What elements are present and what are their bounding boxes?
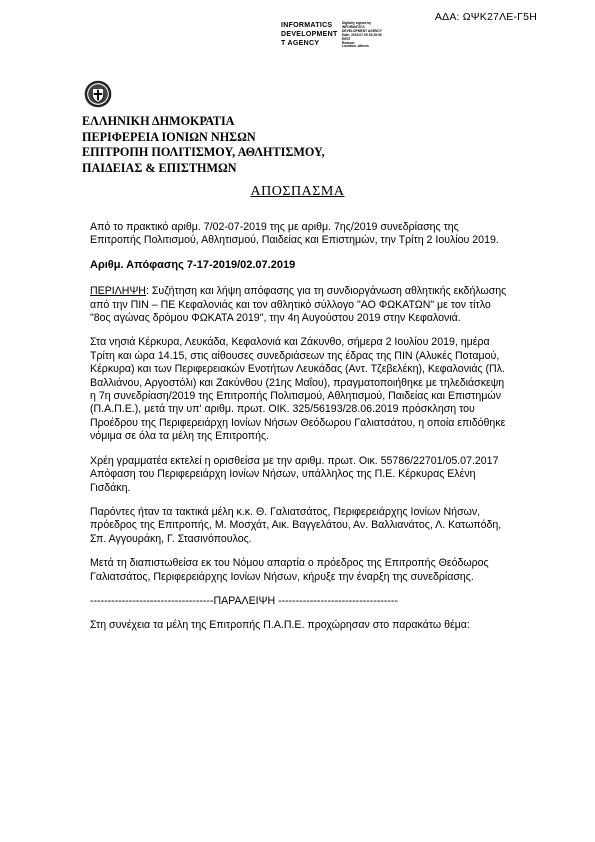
quorum-paragraph: Μετά τη διαπιστωθείσα εκ του Νόμου απαρτία ο πρόεδρος της Επιτροπής Θεόδωρος Γαλιατσάτος, Περιφερειάρχης Ιονίων Νήσων, κήρυξε την έναρξη της συνεδρίασης. xyxy=(90,557,489,583)
members-paragraph: Παρόντες ήταν τα τακτικά μέλη κ.κ. Θ. Γαλιατσάτος, Περιφερειάρχης Ιονίων Νήσων, πρόεδρος της Επιτροπής, Μ. Μοσχάτ, Αικ. Βαγγελάτου, Αν. Βαλλιανάτος, Λ. Κατωπόδη, Σπ. Αγγουράκη, Γ. Στασινόπουλος. xyxy=(90,505,502,545)
omission-separator: -----------------------------------ΠΑΡΑΛΕΙΨΗ ---------------------------------- xyxy=(90,594,399,607)
ada-code: ΑΔΑ: ΩΨΚ27ΛΕ-Γ5Η xyxy=(434,11,537,23)
signature-details: Digitally signed by INFORMATICS DEVELOPMENT AGENCY Date: 2019.07.05 15:29:50 EEST Reason: Location: Athens xyxy=(342,21,382,49)
intro-paragraph: Από το πρακτικό αριθμ. 7/02-07-2019 της με αριθμ. 7ης/2019 συνεδρίασης της Επιτροπής Πολιτισμού, Αθλητισμού, Παιδείας και Επιστημών, την Τρίτη 2 Ιουλίου 2019. xyxy=(90,221,499,247)
issuing-authority: ΕΛΛΗΝΙΚΗ ΔΗΜΟΚΡΑΤΙΑ ΠΕΡΙΦΕΡΕΙΑ ΙΟΝΙΩΝ ΝΗΣΩΝ ΕΠΙΤΡΟΠΗ ΠΟΛΙΤΙΣΜΟΥ, ΑΘΛΗΤΙΣΜΟΥ, ΠΑΙΔΕΙΑΣ & ΕΠΙΣΤΗΜΩΝ xyxy=(82,114,325,175)
document-title: ΑΠΟΣΠΑΣΜΑ xyxy=(250,184,345,199)
meeting-paragraph: Στα νησιά Κέρκυρα, Λευκάδα, Κεφαλονιά και Ζάκυνθο, σήμερα 2 Ιουλίου 2019, ημέρα Τρίτη και ώρα 14.15, στις αίθουσες συνεδριάσεων της έδρας της ΠΙΝ (Αλυκές Ποταμού, Κέρκυρα) και των Περιφερειακών Ενοτήτων Λευκάδας (Αντ. Τζεβελέκη), Κεφαλονιάς (Πλ. Βαλλιάνου, Αργοστόλι) και Ζακύνθου (21ης Μαΐου), πραγματοποιήθηκε με τηλεδιάσκεψη η 7η συνεδρίαση/2019 της Επιτροπής Πολιτισμού, Αθλητισμού, Παιδείας και Επιστημών (Π.Α.Π.Ε.), μετά την υπ' αριθμ. πρωτ. ΟΙΚ. 325/56193/28.06.2019 πρόσκληση του Προέδρου της Περιφερειάρχη Ιονίων Νήσων Θεόδωρου Γαλιατσάτου, η οποία επιδόθηκε νόμιμα σε όλα τα μέλη της Επιτροπής. xyxy=(90,336,506,443)
continuation-paragraph: Στη συνέχεια τα μέλη της Επιτροπής Π.Α.Π.Ε. προχώρησαν στο παρακάτω θέμα: xyxy=(90,619,470,632)
signature-logo-text: INFORMATICS DEVELOPMENT T AGENCY xyxy=(281,22,338,47)
document-body xyxy=(90,221,510,644)
digital-signature-stamp xyxy=(281,21,511,53)
summary-paragraph xyxy=(90,285,510,325)
secretary-paragraph: Χρέη γραμματέα εκτελεί η ορισθείσα με την αριθμ. πρωτ. Οικ. 55786/22701/05.07.2017 Απόφαση του Περιφερειάρχη Ιονίων Νήσων, υπάλληλος της Π.Ε. Κέρκυρας Ελένη Γισδάκη. xyxy=(90,454,499,494)
summary-label: ΠΕΡΙΛΗΨΗ xyxy=(90,285,146,298)
decision-number: Αριθμ. Απόφασης 7-17-2019/02.07.2019 xyxy=(90,258,296,271)
summary-text: : Συζήτηση και λήψη απόφασης για τη συνδιοργάνωση αθλητικής εκδήλωσης από την ΠΙΝ – ΠΕ Κεφαλονιάς και τον αθλητικό σύλλογο "ΑΟ ΦΩΚΑΤΩΝ" με τον τίτλο "8ος αγώνας δρόμου ΦΩΚΑΤΑ 2019", την 4η Αυγούστου 2019 στην Κεφαλονιά. xyxy=(90,285,507,325)
greek-emblem-icon xyxy=(84,80,112,108)
